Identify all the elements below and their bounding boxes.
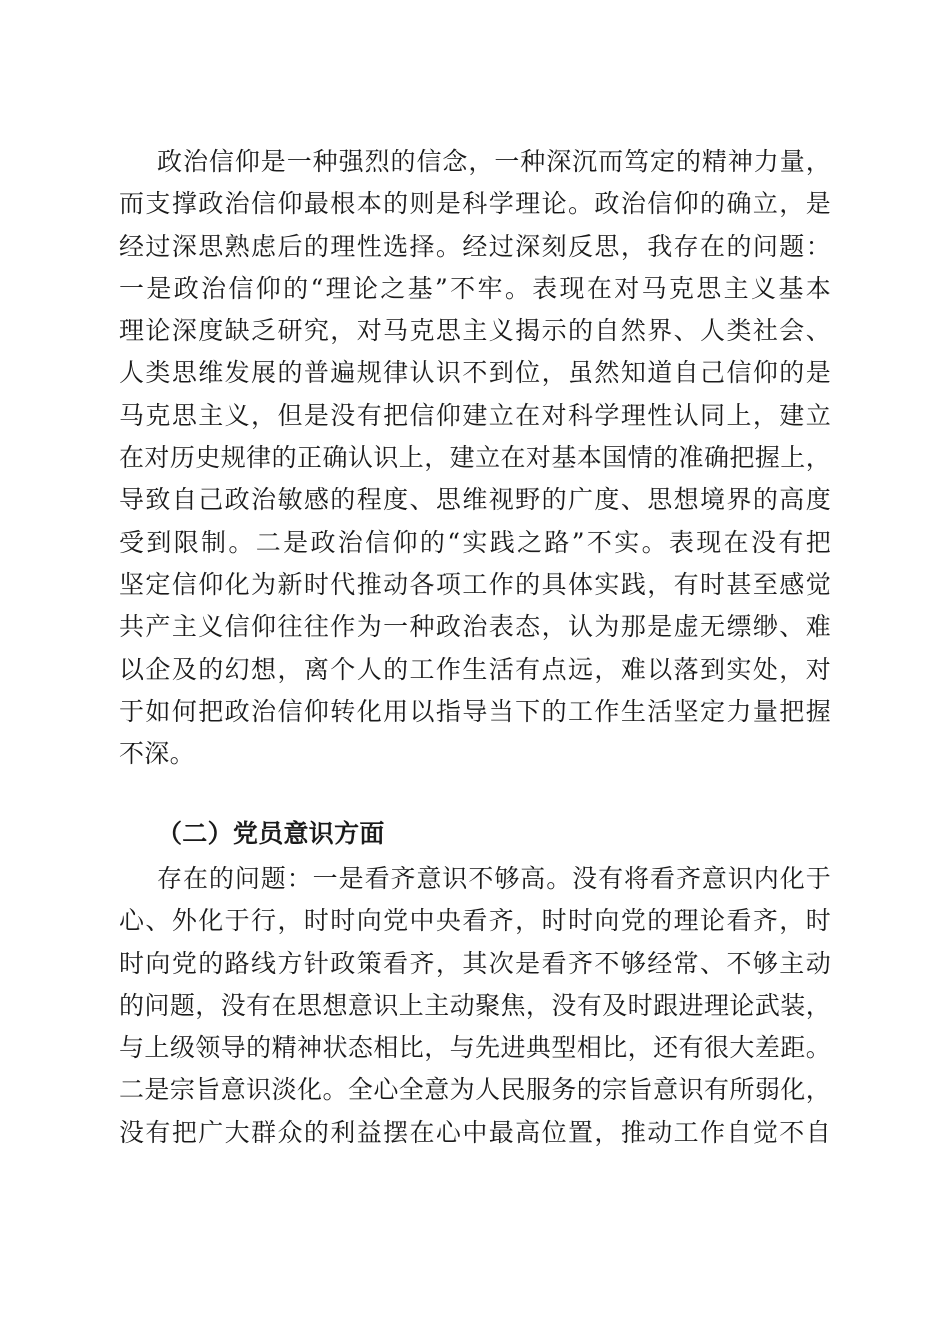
paragraph-party-awareness xyxy=(119,858,831,1154)
paragraph-line: 以企及的幻想，离个人的工作生活有点远，难以落到实处，对 xyxy=(119,654,831,684)
paragraph-line: 受到限制。二是政治信仰的“实践之路”不实。表现在没有把 xyxy=(119,527,831,557)
paragraph-line: 理论深度缺乏研究，对马克思主义揭示的自然界、人类社会、 xyxy=(119,316,831,346)
paragraph-line: 于如何把政治信仰转化用以指导当下的工作生活坚定力量把握 xyxy=(119,696,831,726)
paragraph-line: 时向党的路线方针政策看齐，其次是看齐不够经常、不够主动 xyxy=(119,948,831,978)
paragraph-line: 坚定信仰化为新时代推动各项工作的具体实践，有时甚至感觉 xyxy=(119,569,831,599)
paragraph-line: 导致自己政治敏感的程度、思维视野的广度、思想境界的高度 xyxy=(119,485,831,515)
section-heading-party-awareness: （二）党员意识方面 xyxy=(157,819,385,848)
paragraph-line: 在对历史规律的正确认识上，建立在对基本国情的准确把握上， xyxy=(119,443,831,473)
paragraph-line: 政治信仰是一种强烈的信念，一种深沉而笃定的精神力量， xyxy=(157,147,831,176)
paragraph-line: 经过深思熟虑后的理性选择。经过深刻反思，我存在的问题： xyxy=(119,231,831,261)
paragraph-political-belief xyxy=(119,141,831,775)
paragraph-line: 与上级领导的精神状态相比，与先进典型相比，还有很大差距。 xyxy=(119,1033,831,1063)
paragraph-line: 的问题，没有在思想意识上主动聚焦，没有及时跟进理论武装， xyxy=(119,990,831,1020)
paragraph-line: 一是政治信仰的“理论之基”不牢。表现在对马克思主义基本 xyxy=(119,273,831,303)
paragraph-line: 马克思主义，但是没有把信仰建立在对科学理性认同上，建立 xyxy=(119,400,831,430)
paragraph-line: 没有把广大群众的利益摆在心中最高位置，推动工作自觉不自 xyxy=(119,1117,831,1147)
paragraph-line: 而支撑政治信仰最根本的则是科学理论。政治信仰的确立，是 xyxy=(119,189,831,219)
paragraph-line: 存在的问题：一是看齐意识不够高。没有将看齐意识内化于 xyxy=(157,864,831,893)
paragraph-line: 人类思维发展的普遍规律认识不到位，虽然知道自己信仰的是 xyxy=(119,358,831,388)
paragraph-line: 心、外化于行，时时向党中央看齐，时时向党的理论看齐，时 xyxy=(119,906,831,936)
paragraph-line: 共产主义信仰往往作为一种政治表态，认为那是虚无缥缈、难 xyxy=(119,612,831,642)
paragraph-line: 不深。 xyxy=(119,739,195,769)
paragraph-line: 二是宗旨意识淡化。全心全意为人民服务的宗旨意识有所弱化， xyxy=(119,1075,831,1105)
